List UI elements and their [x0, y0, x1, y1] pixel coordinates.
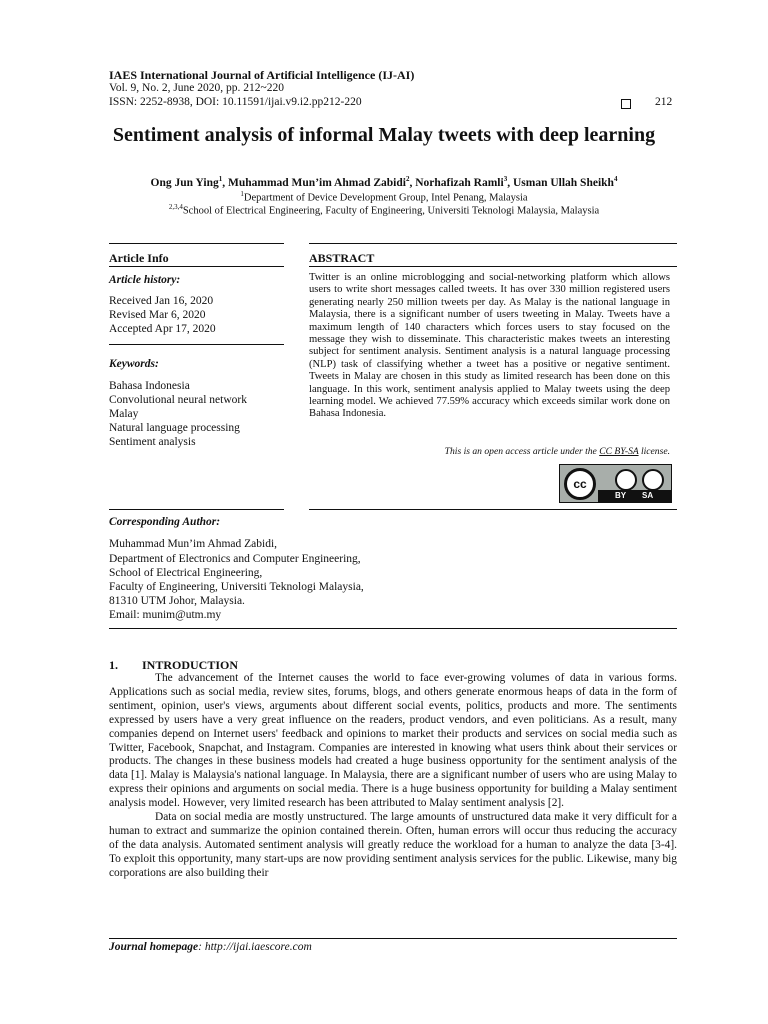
- article-history-label: Article history:: [109, 274, 181, 286]
- open-access-suffix: license.: [638, 446, 670, 457]
- footer-separator: :: [198, 941, 205, 953]
- author-list: [0, 175, 768, 189]
- by-label: BY: [615, 491, 627, 500]
- divider: [309, 266, 677, 267]
- author-email: Email: munim@utm.my: [109, 609, 222, 621]
- license-strip: [598, 490, 671, 502]
- open-access-prefix: This is an open access article under the: [444, 446, 600, 457]
- author-name: Muhammad Mun’im Ahmad Zabidi: [227, 176, 406, 189]
- volume-line: Vol. 9, No. 2, June 2020, pp. 212~220: [109, 82, 284, 94]
- abstract-text: Twitter is an online microblogging and social-networking platform which allows users to write short messages called tweets. It has over 330 million registered users generating nearly 250 million tweets per day. As Malay is the national language in Malaysia, there is a significant number of users tweeting in Malay. Tweets have a maximum length of 140 characters which forces users to stay focused on the message they wish to disseminate. This characteristic makes tweets an interesting subject for sentiment analysis. Sentiment analysis is a natural language processing (NLP) task of classifying whether a tweet has a positive or negative sentiment. Tweets in Malay are chosen in this study as limited research has been done on this language. In this work, sentiment analysis applied to Malay tweets using the deep learning model. We achieved 77.59% accuracy which exceeds similar work done on Bahasa Indonesia.: [309, 272, 670, 420]
- author-name: Norhafizah Ramli: [415, 176, 504, 189]
- affiliation-text: Department of Device Development Group, Intel Penang, Malaysia: [243, 192, 528, 204]
- divider: [109, 344, 284, 345]
- keyword-item: Malay: [109, 408, 139, 420]
- accepted-date: Accepted Apr 17, 2020: [109, 323, 216, 335]
- affiliation-text: School of Electrical Engineering, Faculty of Engineering, Universiti Teknologi Malaysia, Malaysia: [182, 205, 600, 217]
- author-address-line: Department of Electronics and Computer Engineering,: [109, 553, 361, 565]
- paragraph: The advancement of the Internet causes the world to face ever-growing volumes of data in various forms. Applications such as social media, review sites, forums, blogs, and others generate enormous heaps of data in the form of sentiment, opinion, user's views, arguments about different social events, politics, products and more. The sentiments expressed by users have a very great influence on the readers, product vendors, and even politicians. As a result, many companies depend on Internet users' feedback and opinions to market their products and services on social media such as Twitter, Facebook, Snapchat, and Instagram. Companies are interested in knowing what users think about their services or products. The changes in these business models had created a huge business opportunity for the sentiment analysis of the data [1]. Malay is Malaysia's national language. In Malaysia, there are a significant number of users who are using Malay to express their opinions and arguments on social media. There is a huge business opportunity for building a Malay sentiment analysis model. However, very limited research has been attributed to Malay sentiment analysis [2].: [109, 672, 677, 810]
- journal-homepage: [109, 941, 312, 953]
- corresponding-author-label: Corresponding Author:: [109, 516, 221, 528]
- author-superscript: 1: [218, 175, 223, 183]
- square-bullet-icon: [621, 99, 631, 109]
- received-date: Received Jan 16, 2020: [109, 295, 214, 307]
- divider: [109, 938, 677, 939]
- paper-title: Sentiment analysis of informal Malay tweets with deep learning: [112, 124, 656, 146]
- author-superscript: 3: [503, 175, 508, 183]
- section-title: INTRODUCTION: [142, 658, 239, 672]
- affiliation-2: [0, 203, 768, 217]
- corresponding-author-name: Muhammad Mun’im Ahmad Zabidi,: [109, 538, 278, 550]
- author-separator: ,: [409, 176, 416, 189]
- homepage-link[interactable]: http://ijai.iaescore.com: [204, 941, 312, 953]
- open-access-line: [309, 446, 670, 457]
- divider: [309, 243, 677, 244]
- keywords-label: Keywords:: [109, 358, 159, 370]
- author-address-line: Faculty of Engineering, Universiti Teknologi Malaysia,: [109, 581, 364, 593]
- section-number: 1.: [109, 658, 118, 672]
- author-superscript: 4: [613, 175, 618, 183]
- author-superscript: 2: [405, 175, 410, 183]
- person-icon: [615, 469, 637, 491]
- sa-label: SA: [642, 491, 654, 500]
- journal-name: IAES International Journal of Artificial Intelligence (IJ-AI): [109, 68, 415, 82]
- cc-by-sa-badge-icon[interactable]: [559, 464, 672, 503]
- author-address-line: 81310 UTM Johor, Malaysia.: [109, 595, 245, 607]
- divider: [109, 243, 284, 244]
- share-alike-icon: [642, 469, 664, 491]
- affiliation-superscript: 1: [240, 190, 244, 198]
- affiliation-1: [0, 190, 768, 204]
- article-info-heading: Article Info: [109, 251, 169, 265]
- paragraph: Data on social media are mostly unstructured. The large amounts of unstructured data make it very difficult for a human to extract and summarize the opinion contained therein. Often, human errors will occur thus reducing the accuracy of the data analysis. Automated sentiment analysis will greatly reduce the workload for a human to analyze the data [3-4]. To exploit this opportunity, many start-ups are now providing sentiment analysis services for the public. Likewise, many big corporations are also building their: [109, 811, 677, 879]
- divider: [109, 628, 677, 629]
- page-number: 212: [655, 96, 673, 108]
- introduction-body: [109, 672, 677, 881]
- keyword-item: Bahasa Indonesia: [109, 380, 190, 392]
- author-name: Usman Ullah Sheikh: [512, 176, 614, 189]
- cc-logo-icon: cc: [564, 468, 596, 500]
- introduction-heading: [109, 658, 238, 673]
- affiliation-superscript: 2,3,4: [168, 203, 183, 211]
- author-name: Ong Jun Ying: [150, 176, 219, 189]
- author-separator: ,: [222, 176, 228, 189]
- keyword-item: Sentiment analysis: [109, 436, 196, 448]
- license-link[interactable]: CC BY-SA: [599, 446, 639, 457]
- author-separator: ,: [507, 176, 513, 189]
- divider: [309, 509, 677, 510]
- revised-date: Revised Mar 6, 2020: [109, 309, 206, 321]
- keyword-item: Natural language processing: [109, 422, 240, 434]
- divider: [109, 509, 284, 510]
- author-address-line: School of Electrical Engineering,: [109, 567, 263, 579]
- footer-label: Journal homepage: [109, 941, 199, 953]
- abstract-heading: ABSTRACT: [309, 251, 375, 265]
- issn-doi-line: ISSN: 2252-8938, DOI: 10.11591/ijai.v9.i2.pp212-220: [109, 96, 362, 108]
- keyword-item: Convolutional neural network: [109, 394, 247, 406]
- divider: [109, 266, 284, 267]
